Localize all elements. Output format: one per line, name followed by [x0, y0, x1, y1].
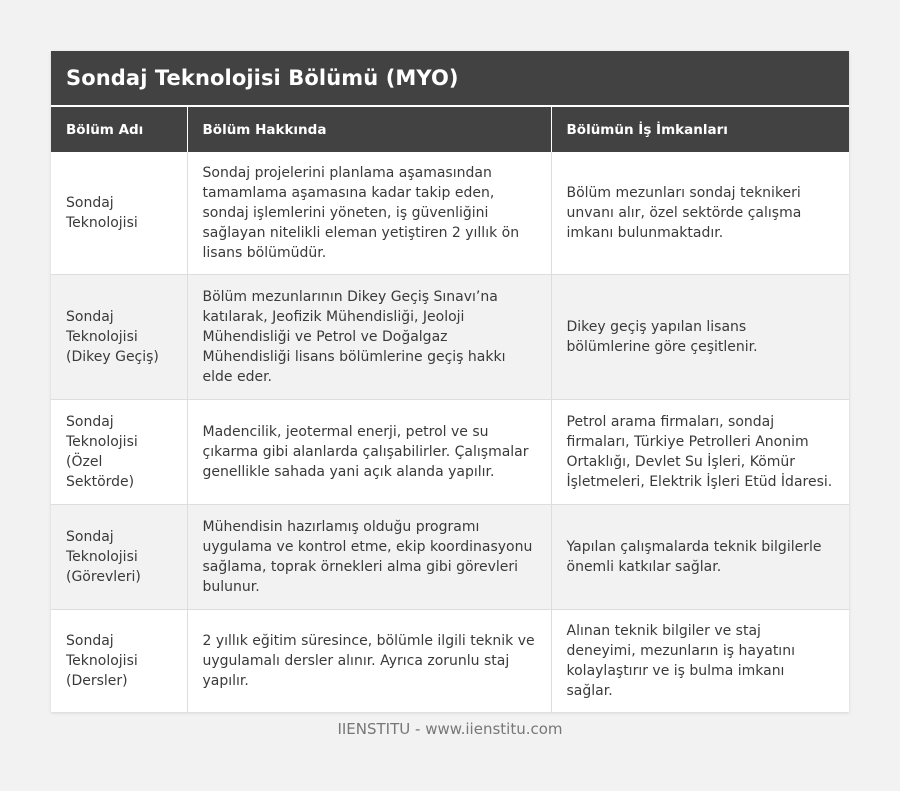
cell-department-about: Bölüm mezunlarının Dikey Geçiş Sınavı’na katılarak, Jeofizik Mühendisliği, Jeoloji Mühendisliği ve Petrol ve Doğalgaz Mühendisliği lisans bölümlerine geçiş hakkı elde eder.	[187, 275, 551, 400]
cell-department-jobs: Bölüm mezunları sondaj teknikeri unvanı alır, özel sektörde çalışma imkanı bulunmaktadır.	[551, 152, 849, 275]
cell-department-jobs: Petrol arama firmaları, sondaj firmaları, Türkiye Petrolleri Anonim Ortaklığı, Devlet Su İşleri, Kömür İşletmeleri, Elektrik İşleri Etüd İdaresi.	[551, 400, 849, 505]
column-header-name: Bölüm Adı	[51, 107, 187, 152]
cell-department-name: Sondaj Teknolojisi	[51, 152, 187, 275]
cell-department-about: 2 yıllık eğitim süresince, bölümle ilgili teknik ve uygulamalı dersler alınır. Ayrıca zorunlu staj yapılır.	[187, 610, 551, 713]
cell-department-name: Sondaj Teknolojisi (Görevleri)	[51, 505, 187, 610]
column-header-about: Bölüm Hakkında	[187, 107, 551, 152]
cell-department-jobs: Yapılan çalışmalarda teknik bilgilerle önemli katkılar sağlar.	[551, 505, 849, 610]
table-row	[51, 400, 849, 505]
cell-department-jobs: Alınan teknik bilgiler ve staj deneyimi, mezunların iş hayatını kolaylaştırır ve iş bulma imkanı sağlar.	[566, 623, 795, 699]
cell-department-about: Sondaj projelerini planlama aşamasından tamamlama aşamasına kadar takip eden, sondaj işlemlerini yöneten, iş güvenliğini sağlayan nitelikli eleman yetiştiren 2 yıllık ön lisans bölümüdür.	[187, 152, 551, 275]
table-row	[51, 152, 849, 275]
footer-credit: IIENSTITU - www.iienstitu.com	[337, 720, 563, 738]
table-title: Sondaj Teknolojisi Bölümü (MYO)	[66, 66, 459, 90]
cell-department-name: Sondaj Teknolojisi (Dikey Geçiş)	[51, 275, 187, 400]
table-row	[51, 275, 849, 400]
column-header-jobs: Bölümün İş İmkanları	[551, 107, 849, 152]
table-header-row	[51, 107, 849, 152]
table-row	[51, 610, 849, 713]
table-title-bar	[51, 51, 849, 107]
table-row	[51, 505, 849, 610]
cell-department-jobs: Dikey geçiş yapılan lisans bölümlerine göre çeşitlenir.	[551, 275, 849, 400]
cell-department-name: Sondaj Teknolojisi (Dersler)	[51, 610, 187, 713]
cell-department-name: Sondaj Teknolojisi (Özel Sektörde)	[51, 400, 187, 505]
cell-department-about: Madencilik, jeotermal enerji, petrol ve su çıkarma gibi alanlarda çalışabilirler. Çalışmalar genellikle sahada yani açık alanda yapılır.	[187, 400, 551, 505]
department-table	[51, 107, 849, 712]
cell-department-about: Mühendisin hazırlamış olduğu programı uygulama ve kontrol etme, ekip koordinasyonu sağlama, toprak örnekleri alma gibi görevleri bulunur.	[187, 505, 551, 610]
info-table-card	[51, 51, 849, 712]
